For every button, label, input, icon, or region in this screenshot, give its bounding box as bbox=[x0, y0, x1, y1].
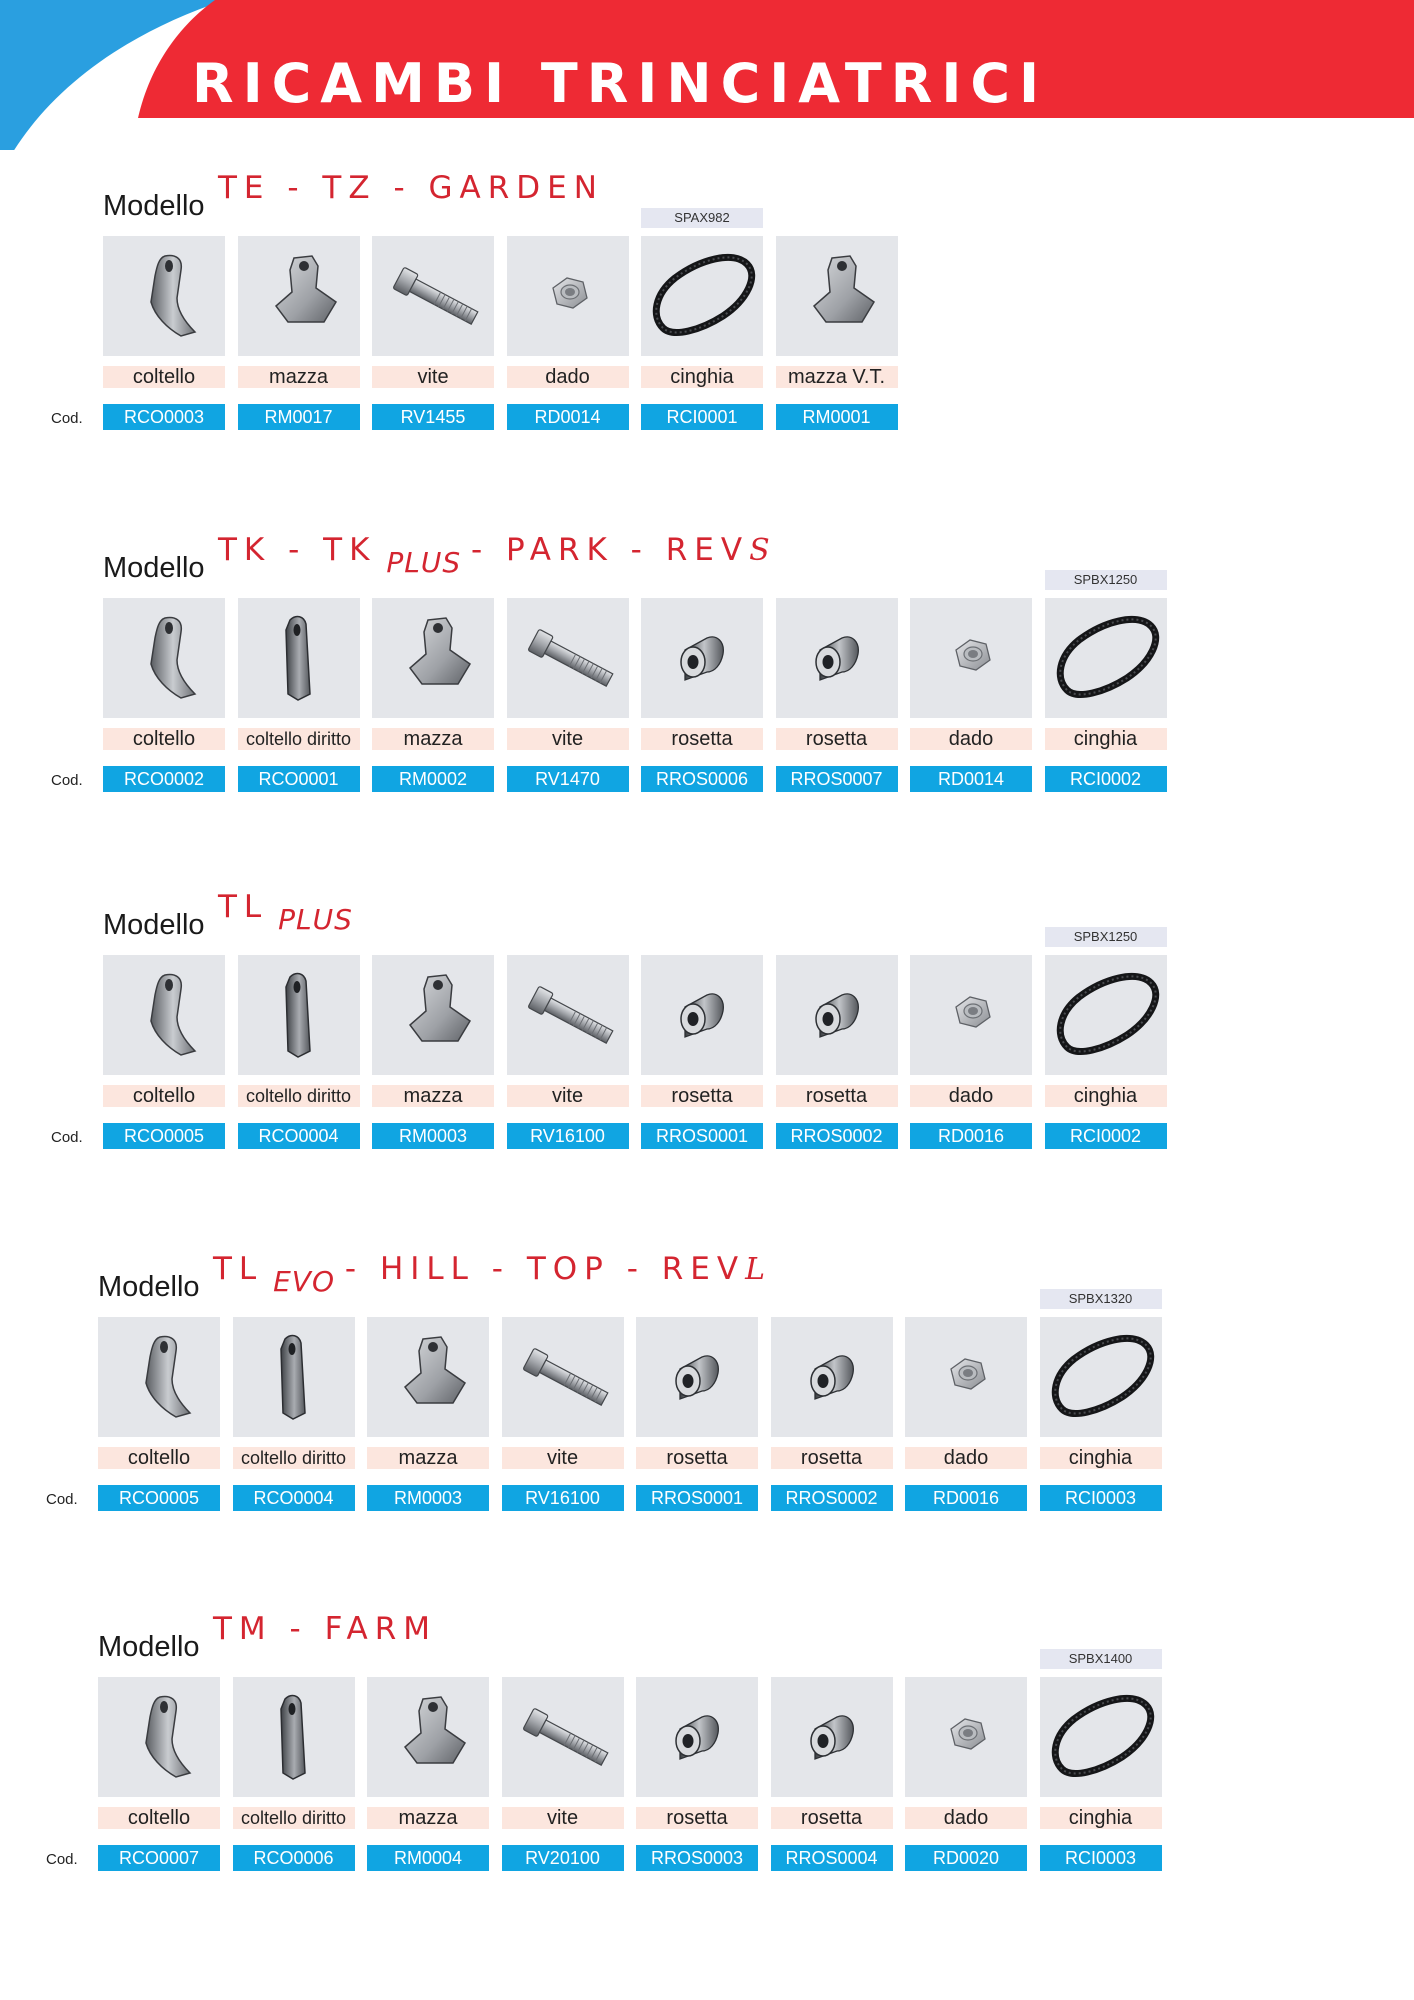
part-name: cinghia bbox=[1045, 1085, 1167, 1107]
model-name-part: TL bbox=[213, 1251, 264, 1287]
part-code: RM0003 bbox=[367, 1485, 489, 1511]
part-code: RROS0002 bbox=[776, 1123, 898, 1149]
part-name: dado bbox=[905, 1807, 1027, 1829]
part-code: RM0004 bbox=[367, 1845, 489, 1871]
flail-hammer-icon bbox=[372, 955, 494, 1075]
part-code: RD0020 bbox=[905, 1845, 1027, 1871]
model-name-part: TM - FARM bbox=[213, 1611, 438, 1647]
bushing-icon bbox=[636, 1677, 758, 1797]
part-code: RCI0002 bbox=[1045, 766, 1167, 792]
part-name: vite bbox=[372, 366, 494, 388]
bushing-icon bbox=[636, 1317, 758, 1437]
model-name-part: - PARK - REV bbox=[471, 532, 750, 568]
part-name: coltello bbox=[98, 1807, 220, 1829]
belt-icon bbox=[1040, 1677, 1162, 1797]
flail-hammer-icon bbox=[367, 1317, 489, 1437]
belt-size-tag: SPAX982 bbox=[641, 208, 763, 228]
model-name bbox=[213, 1611, 437, 1647]
model-name bbox=[218, 170, 604, 206]
cod-label: Cod. bbox=[51, 772, 83, 789]
part-code: RD0016 bbox=[910, 1123, 1032, 1149]
part-name: dado bbox=[910, 1085, 1032, 1107]
blade-curved-icon bbox=[98, 1317, 220, 1437]
part-name: mazza bbox=[367, 1807, 489, 1829]
part-name: coltello diritto bbox=[233, 1807, 355, 1829]
model-section bbox=[0, 889, 1414, 1189]
part-name: vite bbox=[507, 728, 629, 750]
model-name-part: PLUS bbox=[268, 903, 353, 936]
bolt-icon bbox=[372, 236, 494, 356]
part-name: rosetta bbox=[636, 1447, 758, 1469]
flail-hammer-icon bbox=[238, 236, 360, 356]
modello-label: Modello bbox=[98, 1271, 200, 1303]
part-code: RROS0007 bbox=[776, 766, 898, 792]
part-code: RM0002 bbox=[372, 766, 494, 792]
part-name: mazza bbox=[238, 366, 360, 388]
bushing-icon bbox=[771, 1677, 893, 1797]
flail-hammer-icon bbox=[372, 598, 494, 718]
model-section bbox=[0, 1251, 1414, 1551]
belt-size-tag: SPBX1400 bbox=[1040, 1649, 1162, 1669]
cod-label: Cod. bbox=[46, 1491, 78, 1508]
blade-curved-icon bbox=[103, 598, 225, 718]
part-code: RROS0003 bbox=[636, 1845, 758, 1871]
cod-label: Cod. bbox=[51, 1129, 83, 1146]
part-code: RCO0007 bbox=[98, 1845, 220, 1871]
part-code: RROS0002 bbox=[771, 1485, 893, 1511]
cod-label: Cod. bbox=[51, 410, 83, 427]
part-name: cinghia bbox=[1040, 1807, 1162, 1829]
part-code: RD0016 bbox=[905, 1485, 1027, 1511]
bushing-icon bbox=[776, 955, 898, 1075]
nut-icon bbox=[910, 955, 1032, 1075]
part-code: RCO0003 bbox=[103, 404, 225, 430]
part-code: RROS0001 bbox=[641, 1123, 763, 1149]
model-name-part: TL bbox=[218, 889, 269, 925]
bushing-icon bbox=[641, 955, 763, 1075]
part-code: RV1455 bbox=[372, 404, 494, 430]
modello-label: Modello bbox=[103, 552, 205, 584]
part-code: RROS0006 bbox=[641, 766, 763, 792]
page-title: RICAMBI TRINCIATRICI bbox=[192, 52, 1049, 115]
nut-icon bbox=[910, 598, 1032, 718]
part-code: RROS0001 bbox=[636, 1485, 758, 1511]
part-name: mazza V.T. bbox=[776, 366, 898, 388]
part-code: RM0003 bbox=[372, 1123, 494, 1149]
part-name: coltello diritto bbox=[233, 1447, 355, 1469]
model-name-part: PLUS bbox=[376, 546, 471, 579]
bolt-icon bbox=[507, 598, 629, 718]
flail-hammer-icon bbox=[367, 1677, 489, 1797]
part-name: cinghia bbox=[1040, 1447, 1162, 1469]
part-code: RCI0002 bbox=[1045, 1123, 1167, 1149]
belt-size-tag: SPBX1250 bbox=[1045, 927, 1167, 947]
blade-straight-icon bbox=[238, 955, 360, 1075]
nut-icon bbox=[905, 1317, 1027, 1437]
part-name: vite bbox=[502, 1807, 624, 1829]
model-name-part: - HILL - TOP - REV bbox=[344, 1251, 746, 1287]
belt-icon bbox=[1045, 598, 1167, 718]
part-name: mazza bbox=[367, 1447, 489, 1469]
part-code: RV16100 bbox=[507, 1123, 629, 1149]
blade-straight-icon bbox=[233, 1677, 355, 1797]
modello-label: Modello bbox=[103, 909, 205, 941]
cod-label: Cod. bbox=[46, 1851, 78, 1868]
belt-icon bbox=[1040, 1317, 1162, 1437]
part-code: RCI0003 bbox=[1040, 1485, 1162, 1511]
part-code: RCO0005 bbox=[98, 1485, 220, 1511]
part-code: RM0001 bbox=[776, 404, 898, 430]
model-section bbox=[0, 532, 1414, 832]
part-code: RCO0002 bbox=[103, 766, 225, 792]
nut-icon bbox=[507, 236, 629, 356]
part-code: RM0017 bbox=[238, 404, 360, 430]
bushing-icon bbox=[771, 1317, 893, 1437]
part-name: vite bbox=[502, 1447, 624, 1469]
model-name bbox=[218, 532, 771, 579]
part-name: coltello bbox=[103, 1085, 225, 1107]
model-name-part: L bbox=[745, 1252, 767, 1287]
part-code: RCO0005 bbox=[103, 1123, 225, 1149]
part-code: RCO0001 bbox=[238, 766, 360, 792]
part-name: mazza bbox=[372, 728, 494, 750]
part-code: RD0014 bbox=[910, 766, 1032, 792]
part-name: rosetta bbox=[636, 1807, 758, 1829]
part-code: RCI0001 bbox=[641, 404, 763, 430]
blade-straight-icon bbox=[238, 598, 360, 718]
blade-curved-icon bbox=[103, 955, 225, 1075]
belt-icon bbox=[1045, 955, 1167, 1075]
model-name-part: TE - TZ - GARDEN bbox=[218, 170, 604, 206]
belt-icon bbox=[641, 236, 763, 356]
part-code: RCI0003 bbox=[1040, 1845, 1162, 1871]
bolt-icon bbox=[502, 1677, 624, 1797]
part-name: coltello bbox=[103, 366, 225, 388]
model-name bbox=[213, 1251, 767, 1298]
part-name: rosetta bbox=[641, 1085, 763, 1107]
bushing-icon bbox=[641, 598, 763, 718]
part-name: coltello bbox=[103, 728, 225, 750]
model-name-part: S bbox=[749, 533, 771, 568]
part-name: cinghia bbox=[641, 366, 763, 388]
part-name: coltello diritto bbox=[238, 728, 360, 750]
flail-hammer-icon bbox=[776, 236, 898, 356]
modello-label: Modello bbox=[98, 1631, 200, 1663]
part-code: RCO0004 bbox=[233, 1485, 355, 1511]
page-header bbox=[0, 0, 1414, 150]
part-code: RCO0006 bbox=[233, 1845, 355, 1871]
model-section bbox=[0, 170, 1414, 470]
part-code: RD0014 bbox=[507, 404, 629, 430]
part-name: rosetta bbox=[771, 1447, 893, 1469]
blade-straight-icon bbox=[233, 1317, 355, 1437]
part-name: cinghia bbox=[1045, 728, 1167, 750]
part-name: rosetta bbox=[771, 1807, 893, 1829]
part-name: rosetta bbox=[776, 728, 898, 750]
part-code: RV1470 bbox=[507, 766, 629, 792]
modello-label: Modello bbox=[103, 190, 205, 222]
part-code: RV16100 bbox=[502, 1485, 624, 1511]
blade-curved-icon bbox=[98, 1677, 220, 1797]
belt-size-tag: SPBX1320 bbox=[1040, 1289, 1162, 1309]
part-code: RCO0004 bbox=[238, 1123, 360, 1149]
model-name-part: EVO bbox=[263, 1265, 345, 1298]
part-code: RV20100 bbox=[502, 1845, 624, 1871]
bushing-icon bbox=[776, 598, 898, 718]
part-name: vite bbox=[507, 1085, 629, 1107]
part-code: RROS0004 bbox=[771, 1845, 893, 1871]
part-name: rosetta bbox=[776, 1085, 898, 1107]
part-name: rosetta bbox=[641, 728, 763, 750]
part-name: coltello bbox=[98, 1447, 220, 1469]
bolt-icon bbox=[502, 1317, 624, 1437]
part-name: coltello diritto bbox=[238, 1085, 360, 1107]
model-section bbox=[0, 1611, 1414, 1911]
nut-icon bbox=[905, 1677, 1027, 1797]
blade-curved-icon bbox=[103, 236, 225, 356]
model-name bbox=[218, 889, 353, 936]
part-name: dado bbox=[507, 366, 629, 388]
part-name: dado bbox=[905, 1447, 1027, 1469]
part-name: mazza bbox=[372, 1085, 494, 1107]
belt-size-tag: SPBX1250 bbox=[1045, 570, 1167, 590]
part-name: dado bbox=[910, 728, 1032, 750]
bolt-icon bbox=[507, 955, 629, 1075]
model-name-part: TK - TK bbox=[218, 532, 377, 568]
